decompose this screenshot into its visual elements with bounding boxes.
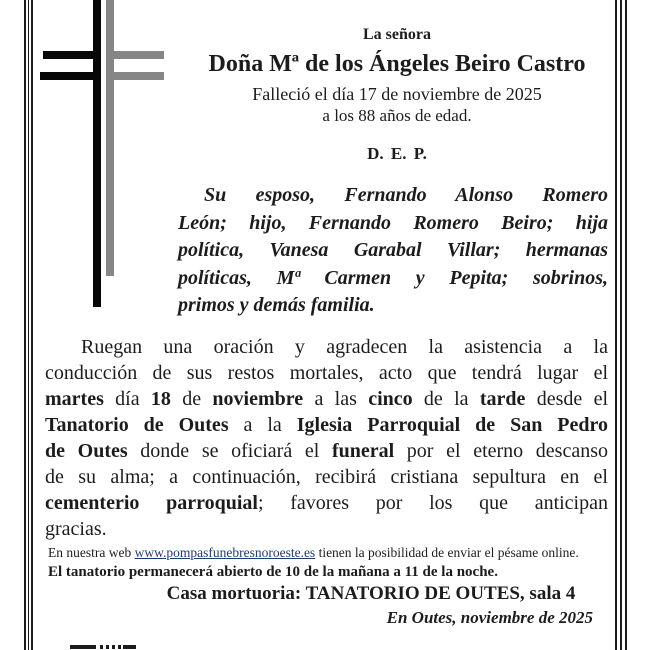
text-segment: día	[103, 388, 151, 410]
text-segment: cementerio parroquial	[45, 492, 258, 514]
death-date-line: Falleció el día 17 de noviembre de 2025	[252, 84, 542, 104]
barcode-dot	[106, 645, 109, 649]
text-segment: Iglesia Parroquial de San Pedro	[296, 414, 608, 436]
frame-left-line-inner	[31, 0, 33, 650]
frame-left-line-middle	[28, 0, 29, 650]
text-line	[45, 516, 608, 542]
tanatorio-hours-line: El tanatorio permanecerá abierto de 10 de la mañana a 11 de la noche.	[48, 564, 498, 580]
online-condolences-line	[48, 545, 608, 561]
text-segment: a las	[303, 388, 369, 410]
text-segment: conducción de sus restos mortales, acto que tendrá lugar el	[45, 362, 608, 384]
text-segment: noviembre	[212, 388, 304, 410]
text-line	[45, 412, 608, 438]
frame-right-line-inner	[615, 0, 617, 650]
text-line	[45, 490, 608, 516]
text-segment: martes	[45, 388, 104, 410]
text-segment: Ruegan una oración y agradecen la asistencia a la	[81, 336, 608, 358]
text-line	[45, 464, 608, 490]
rip-abbreviation: D. E. P.	[367, 144, 427, 163]
text-segment: de Outes	[45, 440, 128, 462]
cross-black-arm-bottom	[40, 72, 101, 80]
barcode-bar	[70, 645, 96, 649]
cross-black-arm-top	[43, 51, 101, 59]
text-segment: políticas, Mª Carmen y Pepita; sobrinos,	[178, 266, 608, 289]
family-notice-paragraph	[178, 182, 608, 320]
text-line	[178, 237, 608, 265]
condolences-website-link[interactable]: www.pompasfunebresnoroeste.es	[134, 545, 316, 560]
barcode-bar	[123, 645, 136, 649]
text-segment: política, Vanesa Garabal Villar; hermanas	[178, 239, 608, 261]
mortuary-location-line: Casa mortuoria: TANATORIO DE OUTES, sala 4	[166, 583, 576, 604]
web-line-suffix: tienen la posibilidad de enviar el pésame online.	[315, 545, 579, 560]
text-segment: de la	[412, 388, 480, 410]
text-segment: primos y demás familia.	[178, 294, 375, 316]
place-date-line: En Outes, noviembre de 2025	[386, 608, 593, 627]
frame-right-line-outer	[625, 0, 627, 650]
text-line	[178, 265, 608, 293]
text-segment: Su esposo, Fernando Alonso Romero	[204, 184, 608, 206]
text-line	[45, 334, 608, 360]
cross-black-vertical	[93, 0, 101, 307]
text-line	[178, 210, 608, 238]
text-segment: León; hijo, Fernando Romero Beiro; hija	[178, 211, 608, 234]
text-segment: tarde	[479, 388, 526, 410]
barcode-dot	[118, 645, 121, 649]
text-line	[45, 438, 608, 464]
text-segment: Tanatorio de Outes	[45, 414, 229, 436]
cross-gray-vertical	[106, 0, 114, 276]
frame-right-line-middle	[620, 0, 622, 650]
barcode-dot	[112, 645, 115, 649]
barcode-dot	[100, 645, 103, 649]
text-segment: desde el	[525, 388, 609, 410]
text-segment: 18	[150, 388, 171, 410]
cross-gray-arm-top	[106, 51, 164, 59]
text-segment: gracias.	[45, 518, 107, 540]
text-line	[45, 386, 608, 412]
salutation: La señora	[363, 26, 431, 43]
frame-left-line-outer	[24, 0, 26, 650]
text-segment: ; favores por los que anticipan	[257, 492, 608, 514]
web-line-prefix: En nuestra web	[48, 545, 135, 560]
text-segment: de su alma; a continuación, recibirá cristiana sepultura en el	[45, 466, 608, 488]
text-segment: funeral	[331, 440, 395, 462]
funeral-details-paragraph	[45, 334, 608, 542]
text-segment: a la	[228, 414, 297, 436]
deceased-name: Doña Mª de los Ángeles Beiro Castro	[208, 51, 586, 77]
text-segment: cinco	[368, 388, 413, 410]
text-segment: por el eterno descanso	[394, 440, 609, 462]
age-line: a los 88 años de edad.	[322, 106, 472, 125]
text-line	[178, 292, 608, 320]
cross-gray-arm-bottom	[106, 72, 164, 80]
text-line	[45, 360, 608, 386]
text-segment: de	[170, 388, 213, 410]
text-line	[178, 182, 608, 210]
text-segment: donde se oficiará el	[127, 440, 332, 462]
